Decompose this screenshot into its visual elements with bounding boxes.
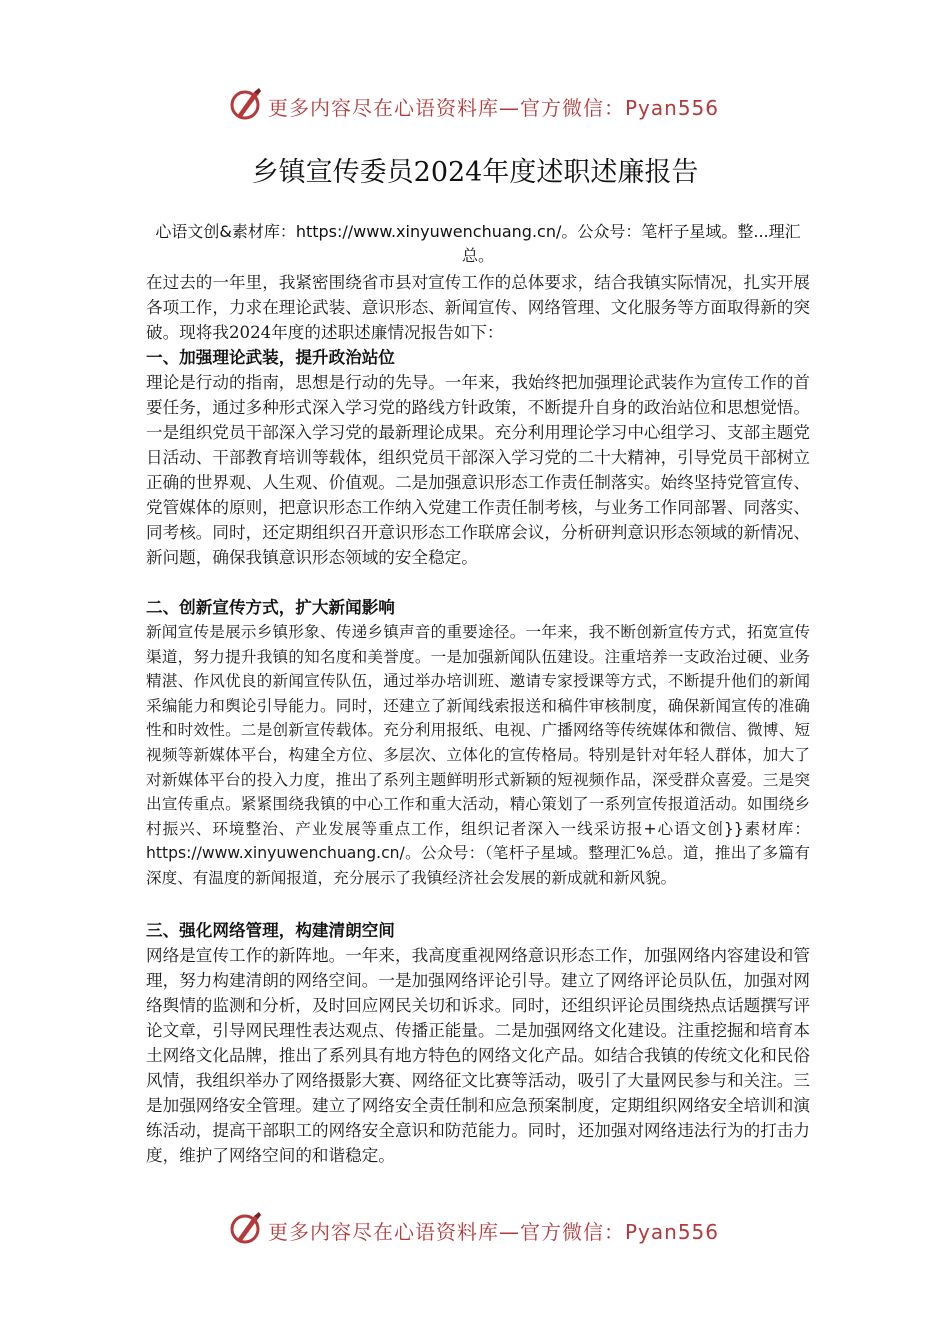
section-body-2: 新闻宣传是展示乡镇形象、传递乡镇声音的重要途径。一年来，我不断创新宣传方式，拓宽宣传渠道，努力提升我镇的知名度和美誉度。一是加强新闻队伍建设。注重培养一支政治过硬、业务精湛、作风优良的新闻宣传队伍，通过举办培训班、邀请专家授课等方式，不断提升他们的新闻采编能力和舆论引导能力。同时，还建立了新闻线索报送和稿件审核制度，确保新闻宣传的准确性和时效性。二是创新宣传载体。充分利用报纸、电视、广播网络等传统媒体和微信、微博、短视频等新媒体平台，构建全方位、多层次、立体化的宣传格局。特别是针对年轻人群体，加大了对新媒体平台的投入力度，推出了系列主题鲜明形式新颖的短视频作品，深受群众喜爱。三是突出宣传重点。紧紧围绕我镇的中心工作和重大活动，精心策划了一系列宣传报道活动。如围绕乡村振兴、环境整治、产业发展等重点工作，组织记者深入一线采访报+心语文创}}素材库：https://www.xinyuwenchuang.cn/。公众号：（笔杆子星域。整理汇%总。道，推出了多篇有深度、有温度的新闻报道，充分展示了我镇经济社会发展的新成就和新风貌。 bbox=[146, 623, 810, 887]
footer-watermark-banner bbox=[0, 1208, 950, 1248]
source-line: 心语文创&素材库：https://www.xinyuwenchuang.cn/。公众号：笔杆子星域。整...理汇总。 bbox=[155, 222, 801, 265]
fountain-pen-logo-icon bbox=[228, 1210, 264, 1246]
section-heading-1: 一、加强理论武装，提升政治站位 bbox=[146, 348, 395, 367]
section-heading-2: 二、创新宣传方式，扩大新闻影响 bbox=[146, 598, 395, 617]
header-watermark-banner bbox=[0, 84, 950, 124]
banner-text: 更多内容尽在心语资料库—官方微信：Pyan556 bbox=[268, 96, 720, 120]
document-title: 乡镇宣传委员2024年度述职述廉报告 bbox=[251, 157, 699, 188]
banner-text: 更多内容尽在心语资料库—官方微信：Pyan556 bbox=[268, 1220, 720, 1244]
section-body-1: 理论是行动的指南，思想是行动的先导。一年来，我始终把加强理论武装作为宣传工作的首要任务，通过多种形式深入学习党的路线方针政策，不断提升自身的政治站位和思想觉悟。一是组织党员干部深入学习党的最新理论成果。充分利用理论学习中心组学习、支部主题党日活动、干部教育培训等载体，组织党员干部深入学习党的二十大精神，引导党员干部树立正确的世界观、人生观、价值观。二是加强意识形态工作责任制落实。始终坚持党管宣传、党管媒体的原则，把意识形态工作纳入党建工作责任制考核，与业务工作同部署、同落实、同考核。同时，还定期组织召开意识形态工作联席会议，分析研判意识形态领域的新情况、新问题，确保我镇意识形态领域的安全稳定。 bbox=[146, 373, 810, 567]
section-body-3: 网络是宣传工作的新阵地。一年来，我高度重视网络意识形态工作，加强网络内容建设和管理，努力构建清朗的网络空间。一是加强网络评论引导。建立了网络评论员队伍，加强对网络舆情的监测和分析，及时回应网民关切和诉求。同时，还组织评论员围绕热点话题撰写评论文章，引导网民理性表达观点、传播正能量。二是加强网络文化建设。注重挖掘和培育本土网络文化品牌，推出了系列具有地方特色的网络文化产品。如结合我镇的传统文化和民俗风情，我组织举办了网络摄影大赛、网络征文比赛等活动，吸引了大量网民参与和关注。三是加强网络安全管理。建立了网络安全责任制和应急预案制度，定期组织网络安全培训和演练活动，提高干部职工的网络安全意识和防范能力。同时，还加强对网络违法行为的打击力度，维护了网络空间的和谐稳定。 bbox=[146, 946, 810, 1165]
section-heading-3: 三、强化网络管理，构建清朗空间 bbox=[146, 921, 395, 940]
fountain-pen-logo-icon bbox=[228, 86, 264, 122]
intro-paragraph: 在过去的一年里，我紧密围绕省市县对宣传工作的总体要求，结合我镇实际情况，扎实开展各项工作，力求在理论武装、意识形态、新闻宣传、网络管理、文化服务等方面取得新的突破。现将我2024年度的述职述廉情况报告如下： bbox=[146, 273, 810, 342]
